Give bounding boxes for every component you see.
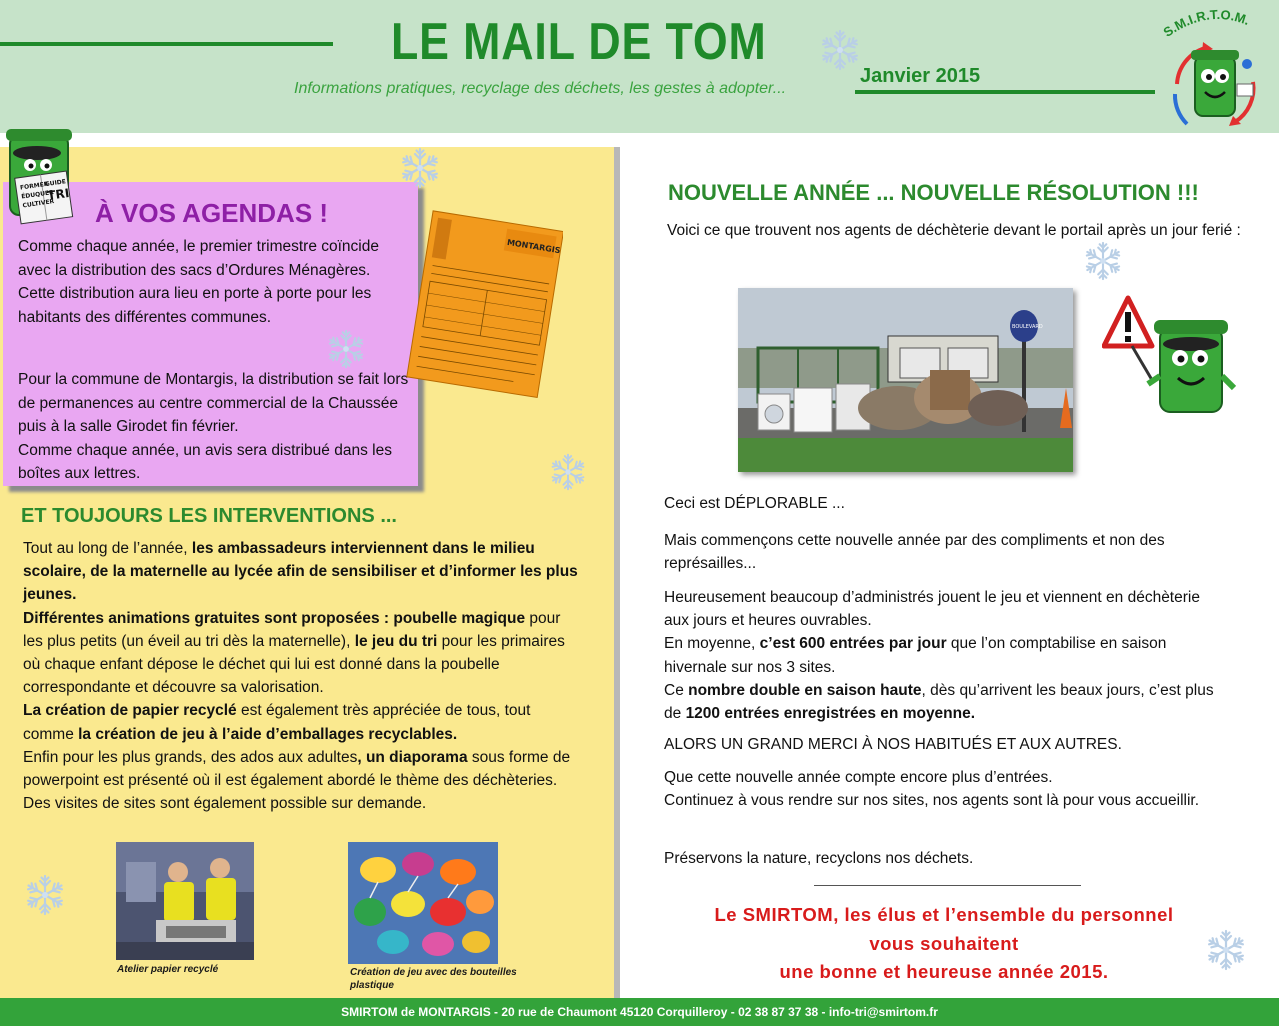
resolution-intro: Voici ce que trouvent nos agents de déchèterie devant le portail après un jour ferié : (667, 222, 1241, 239)
logo-text-label: S.M.I.R.T.O.M. (1160, 6, 1253, 40)
photo1-caption: Atelier papier recyclé (117, 964, 219, 975)
bold-text-segment: nombre double en saison haute (688, 681, 922, 699)
text-segment: Tout au long de l’année, (23, 540, 192, 557)
bold-text-segment: le jeu du tri (354, 632, 438, 650)
notice-heading: MONTARGIS (506, 237, 562, 256)
resolution-title: NOUVELLE ANNÉE ... NOUVELLE RÉSOLUTION !!! (668, 180, 1199, 205)
snowflake-icon (325, 328, 367, 370)
interventions-title: ET TOUJOURS LES INTERVENTIONS ... (21, 505, 397, 527)
text-segment: Heureusement beaucoup d’administrés jouent le jeu et viennent en déchèterie aux jours et heures ouvrables. En moyenne, (664, 589, 1200, 653)
resolution-paragraph-4: ALORS UN GRAND MERCI À NOS HABITUÉS ET AUX AUTRES. (664, 736, 1122, 753)
text-segment: sous forme de powerpoint est présenté où il est également abordé le thème des déchèteries. Des visites de sites sont également possible sur demande. (23, 748, 571, 813)
newsletter-subtitle: Informations pratiques, recyclage des déchets, les gestes à adopter... (294, 80, 787, 97)
agenda-paragraph-1: Comme chaque année, le premier trimestre coïncide avec la distribution des sacs d’Ordures Ménagères. Cette distribution aura lieu en porte à porte pour les habitants des différentes communes. (18, 238, 379, 326)
text-segment: Enfin pour les plus grands, des ados aux adultes (23, 748, 358, 766)
snowflake-icon (23, 873, 67, 917)
agenda-paragraph-2: Pour la commune de Montargis, la distribution se fait lors de permanences au centre commercial de la Chaussée puis à la salle Girodet fin février. Comme chaque année, un avis sera distribué dans les boîtes aux lettres. (18, 371, 409, 482)
photo2-caption: Création de jeu avec des bouteilles plastique (350, 967, 517, 991)
resolution-paragraph-6: Préservons la nature, recyclons nos déchets. (664, 850, 974, 867)
resolution-paragraph-1: Ceci est DÉPLORABLE ... (664, 495, 845, 512)
snowflake-icon (548, 452, 588, 492)
newsletter-header (0, 0, 1279, 133)
resolution-paragraph-5: Que cette nouvelle année compte encore plus d’entrées. Continuez à vous rendre sur nos sites, nos agents sont là pour vous accueillir. (664, 769, 1200, 810)
snowflake-icon (818, 28, 862, 72)
smirtom-mascot-logo (1165, 34, 1265, 132)
text-segment: , dès qu’arrivent les beaux jours, c’est plus de (664, 681, 1214, 723)
book-label-2: ÉDUQUER (20, 189, 55, 201)
header-rule-left (0, 42, 333, 46)
bold-text-segment: la création de jeu à l’aide d’emballages recyclables. (78, 725, 458, 743)
snowflake-icon (1082, 240, 1124, 282)
mascot-with-guide-book (0, 125, 80, 235)
text-segment: est également très appréciée de tous, tout comme (23, 702, 531, 743)
bold-text-segment: les ambassadeurs interviennent dans le milieu scolaire, de la maternelle au lycée afin de sensibiliser et d’informer les plus jeunes. (23, 540, 578, 604)
bold-text-segment: 1200 entrées enregistrées en moyenne. (685, 705, 976, 723)
recycled-paper-workshop-photo (116, 842, 254, 960)
text-segment: pour les plus petits (un éveil au tri dès la maternelle), (23, 609, 561, 650)
resolution-paragraph-3 (664, 586, 1224, 725)
bold-text-segment: Différentes animations gratuites sont proposées : poubelle magique (23, 609, 526, 627)
header-rule-right (855, 90, 1155, 94)
book-label-5: TRI (46, 185, 71, 203)
distribution-notice-image (405, 210, 563, 400)
bold-text-segment: La création de papier recyclé (23, 702, 237, 720)
warning-mascot (1102, 292, 1247, 422)
bold-text-segment: , un diaporama (357, 748, 468, 766)
book-label-1: FORMER (19, 180, 49, 192)
road-sign-text: BOULEVARD (1012, 324, 1043, 330)
waste-at-gate-photo (738, 288, 1073, 472)
closing-divider (814, 885, 1081, 886)
newsletter-title: LE MAIL DE TOM (391, 13, 767, 71)
left-column-shadow (614, 147, 620, 998)
book-label-4: GUIDE (44, 178, 67, 189)
snowflake-icon (1204, 928, 1248, 972)
text-segment: pour les primaires où chaque enfant dépose le déchet qui lui est donné dans la poubelle correspondante et découvre sa valorisation. (23, 632, 565, 697)
book-label-3: CULTIVER (22, 198, 55, 210)
footer-contact: SMIRTOM de MONTARGIS - 20 rue de Chaumont 45120 Corquilleroy - 02 38 87 37 38 - info-tri@smirtom.fr (0, 998, 1279, 1026)
issue-date: Janvier 2015 (860, 65, 981, 87)
agenda-title: À VOS AGENDAS ! (95, 198, 329, 228)
interventions-body (23, 537, 578, 815)
new-year-greeting: Le SMIRTOM, les élus et l’ensemble du personnel vous souhaitent une bonne et heureuse année 2015. (714, 904, 1174, 982)
bottle-games-photo (348, 842, 498, 964)
bold-text-segment: c’est 600 entrées par jour (759, 635, 947, 653)
text-segment: que l’on comptabilise en saison hivernale sur nos 3 sites. Ce (664, 635, 1167, 699)
resolution-paragraph-2: Mais commençons cette nouvelle année par des compliments et non des représailles... (664, 532, 1165, 573)
snowflake-icon (398, 146, 442, 190)
